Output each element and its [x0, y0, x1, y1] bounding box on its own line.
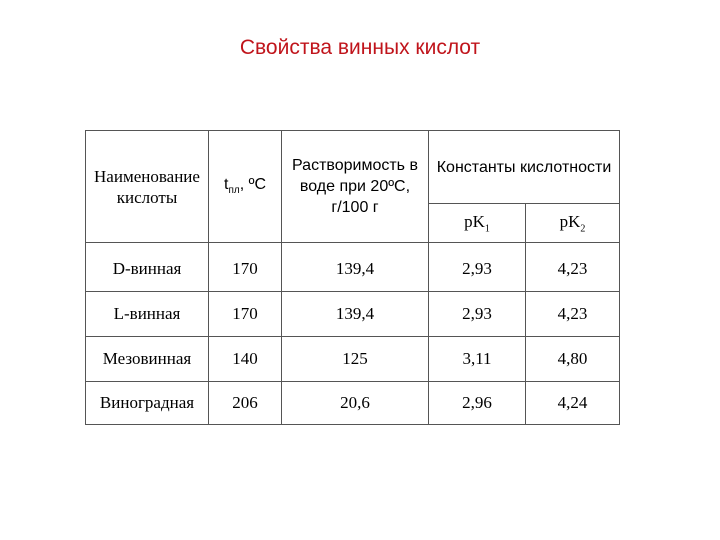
- solubility-cell: 20,6: [282, 382, 429, 425]
- melting-point-cell: 140: [209, 337, 282, 382]
- pk1-cell: 3,11: [429, 337, 526, 382]
- header-acidity-constants: Константы кислотности: [429, 131, 620, 204]
- pk2-cell: 4,24: [526, 382, 620, 425]
- header-melting-point: [209, 131, 282, 243]
- header-melting-point-unit: , ºС: [239, 176, 266, 194]
- table-row: [86, 382, 620, 425]
- acid-properties-table: [85, 130, 620, 425]
- header-melting-point-symbol: t: [224, 176, 229, 194]
- pk2-cell: 4,23: [526, 292, 620, 337]
- pk1-cell: 2,93: [429, 243, 526, 292]
- pk2-cell: 4,80: [526, 337, 620, 382]
- slide-title: Свойства винных кислот: [239, 36, 481, 59]
- pk1-cell: 2,93: [429, 292, 526, 337]
- header-pk1: [429, 204, 526, 243]
- header-pk2-symbol: pK: [559, 211, 581, 231]
- solubility-cell: 125: [282, 337, 429, 382]
- header-pk1-symbol: pK: [464, 211, 485, 231]
- header-solubility: Растворимость в воде при 20ºС, г/100 г: [282, 131, 429, 243]
- header-pk1-subscript: 1: [484, 223, 490, 235]
- table-row: [86, 292, 620, 337]
- acid-name-cell: D-винная: [86, 243, 209, 292]
- solubility-cell: 139,4: [282, 292, 429, 337]
- melting-point-cell: 170: [209, 292, 282, 337]
- acid-name-cell: Виноградная: [86, 382, 209, 425]
- header-melting-point-subscript: пл: [228, 185, 240, 197]
- acid-name-cell: Мезовинная: [86, 337, 209, 382]
- melting-point-cell: 170: [209, 243, 282, 292]
- header-pk2-subscript: 2: [580, 223, 586, 235]
- table-row: [86, 243, 620, 292]
- pk1-cell: 2,96: [429, 382, 526, 425]
- header-acid-name: Наименование кислоты: [86, 131, 209, 243]
- pk2-cell: 4,23: [526, 243, 620, 292]
- header-pk2: [526, 204, 620, 243]
- solubility-cell: 139,4: [282, 243, 429, 292]
- table-row: [86, 337, 620, 382]
- melting-point-cell: 206: [209, 382, 282, 425]
- acid-name-cell: L-винная: [86, 292, 209, 337]
